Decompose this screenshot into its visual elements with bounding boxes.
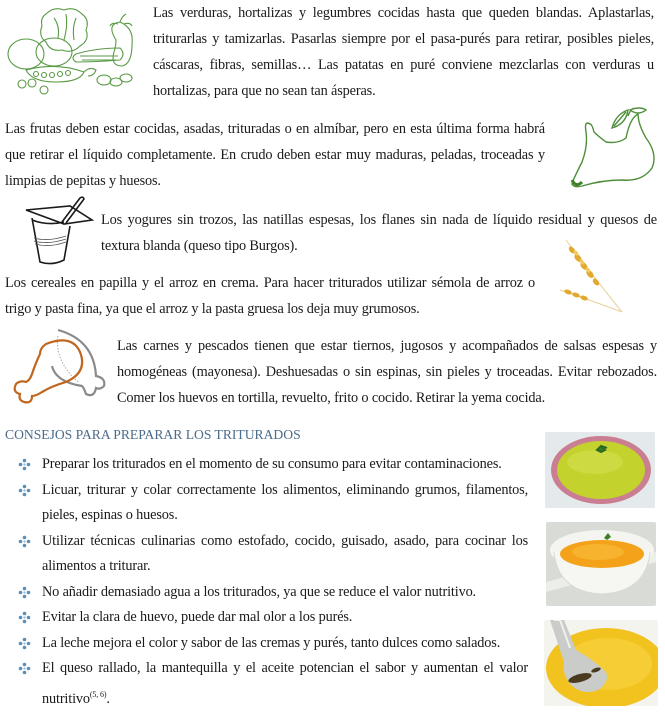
yogurt-cup-illustration [20, 194, 96, 268]
cereals-paragraph: Los cereales en papilla y el arroz en crema. Para hacer triturados utilizar sémola de arroz o trigo y pasta fina, ya que el arroz y la pasta gruesa los deja muy grumosos. [5, 275, 535, 317]
tip-text: Licuar, triturar y colar correctamente los alimentos, eliminando grumos, filamentos, pieles, espinas o huesos. [42, 481, 528, 523]
tip-item [18, 605, 528, 631]
tip-text: Evitar la clara de huevo, puede dar mal olor a los purés. [42, 609, 353, 625]
diamond-bullet-icon [18, 662, 31, 675]
tip-item [18, 580, 528, 606]
green-puree-photo [545, 432, 655, 508]
tip-end: . [106, 690, 110, 707]
meats-paragraph: Las carnes y pescados tienen que estar tiernos, jugosos y acompañados de salsas espesas y homogéneas (mayonesa). Deshuesadas o sin espinas, sin pieles y troceadas. Evitar rebozados. Comer los huevos en tortilla, revuelto, frito o cocido. Retirar la yema cocida. [117, 338, 657, 406]
yellow-cream-blender-photo [544, 620, 658, 706]
vegetables-paragraph: Las verduras, hortalizas y legumbres cocidas hasta que queden blandas. Aplastarlas, triturarlas y tamizarlas. Pasarlas siempre por el pasa-purés para retirar, posibles pieles, cáscaras, fibras, semillas… Las patatas en puré conviene mezclarlas con verduras u hortalizas, para que no sean tan ásperas. [153, 5, 654, 99]
tip-item [18, 656, 528, 712]
tip-text: El queso rallado, la mantequilla y el aceite potencian el sabor y aumentan el valor nutritivo [42, 660, 528, 707]
diamond-bullet-icon [18, 637, 31, 650]
tips-list [18, 452, 528, 712]
section-heading: CONSEJOS PARA PREPARAR LOS TRITURADOS [5, 427, 301, 442]
fruits-paragraph: Las frutas deben estar cocidas, asadas, trituradas o en almíbar, pero en esta última forma habrá que retirar el líquido completamente. En crudo deben estar muy maduras, peladas, troceadas y limpias de pepitas y huesos. [5, 121, 545, 189]
diamond-bullet-icon [18, 535, 31, 548]
diamond-bullet-icon [18, 611, 31, 624]
wheat-illustration [556, 236, 636, 316]
tip-text: La leche mejora el color y sabor de las cremas y purés, tanto dulces como salados. [42, 634, 501, 651]
tip-text: Utilizar técnicas culinarias como estofado, cocido, guisado, asado, para cocinar los alimentos a triturar. [42, 532, 528, 574]
banana-pear-illustration [560, 100, 660, 192]
tip-item [18, 529, 528, 580]
dairy-paragraph: Los yogures sin trozos, las natillas espesas, los flanes sin nada de líquido residual y quesos de textura blanda (queso tipo Burgos). [101, 212, 657, 254]
diamond-bullet-icon [18, 586, 31, 599]
tip-item [18, 452, 528, 478]
vegetables-illustration [4, 4, 150, 96]
tip-text: Preparar los triturados en el momento de su consumo para evitar contaminaciones. [42, 456, 502, 472]
tip-text: No añadir demasiado agua a los triturados, ya que se reduce el valor nutritivo. [42, 583, 476, 600]
chicken-drumstick-illustration [6, 326, 106, 404]
diamond-bullet-icon [18, 458, 31, 471]
tip-item [18, 631, 528, 657]
diamond-bullet-icon [18, 484, 31, 497]
orange-puree-photo [546, 522, 656, 606]
citation-reference: (5, 6) [89, 689, 107, 699]
tip-item [18, 478, 528, 529]
